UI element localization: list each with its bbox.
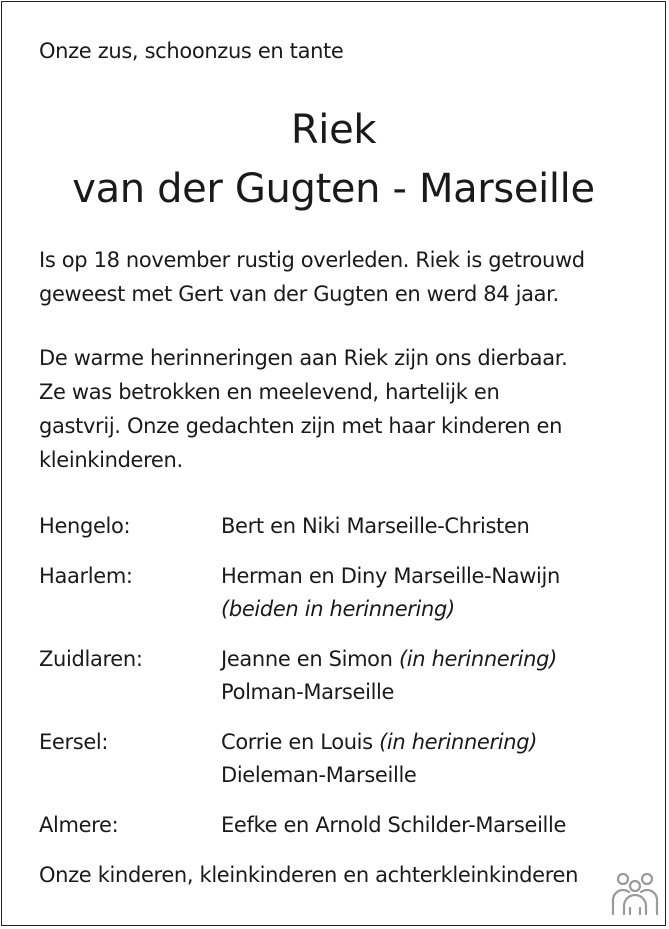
family-names: Bert en Niki Marseille-Christen (221, 514, 530, 538)
family-place: Eersel: (39, 730, 109, 754)
family-names: Herman en Diny Marseille-Nawijn (221, 564, 560, 588)
intro-text: Onze zus, schoonzus en tante (39, 39, 344, 63)
family-place: Zuidlaren: (39, 647, 143, 671)
deceased-full-name: van der Gugten - Marseille (72, 166, 595, 212)
family-names: Eefke en Arnold Schilder-Marseille (221, 813, 567, 837)
paragraph-line: geweest met Gert van der Gugten en werd 84 jaar. (39, 282, 559, 306)
people-group-icon (609, 870, 661, 916)
paragraph-line: gastvrij. Onze gedachten zijn met haar kinderen en (39, 414, 563, 438)
family-names (221, 732, 537, 753)
closing-text: Onze kinderen, kleinkinderen en achterkleinkinderen (39, 863, 579, 887)
paragraph-line: Ze was betrokken en meelevend, hartelijk en (39, 380, 500, 404)
family-names-text: Jeanne en Simon (221, 647, 399, 671)
family-place: Almere: (39, 813, 119, 837)
paragraph-line: kleinkinderen. (39, 448, 183, 472)
paragraph-line: Is op 18 november rustig overleden. Riek is getrouwd (39, 248, 585, 272)
family-place: Haarlem: (39, 564, 133, 588)
family-place: Hengelo: (39, 514, 131, 538)
paragraph-line: De warme herinneringen aan Riek zijn ons dierbaar. (39, 346, 568, 370)
family-surname: Dieleman-Marseille (221, 763, 417, 787)
family-surname: Polman-Marseille (221, 680, 395, 704)
family-names (221, 649, 557, 670)
deceased-first-name: Riek (290, 107, 377, 153)
family-note: (in herinnering) (398, 647, 557, 671)
family-names-text: Corrie en Louis (221, 730, 380, 754)
family-note: (beiden in herinnering) (221, 597, 455, 621)
family-note: (in herinnering) (379, 730, 538, 754)
